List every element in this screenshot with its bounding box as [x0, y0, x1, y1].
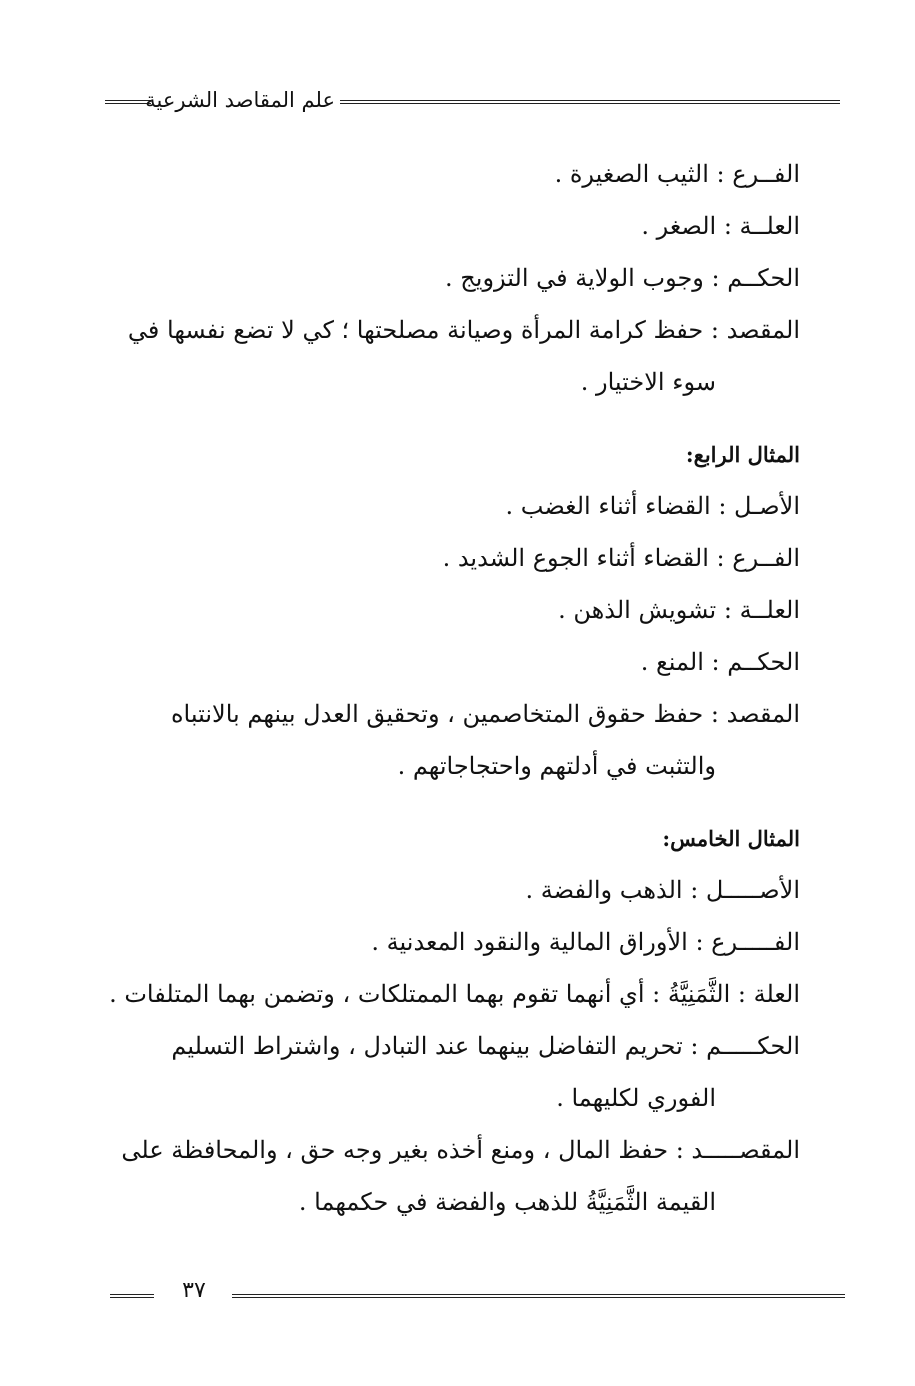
text-line: الحكــم : المنع . — [640, 648, 800, 676]
text-line: المقصد : حفظ كرامة المرأة وصيانة مصلحتها ؛ كي لا تضع نفسها في — [127, 316, 800, 344]
page-number: ٣٧ — [182, 1278, 206, 1303]
text-line-continuation: الفوري لكليهما . — [556, 1084, 716, 1112]
text-line: العلــة : الصغر . — [641, 212, 800, 240]
text-line: المقصـــــد : حفظ المال ، ومنع أخذه بغير وجه حق ، والمحافظة على — [121, 1136, 800, 1164]
header-rule-left — [105, 100, 151, 104]
footer-rule-left — [110, 1294, 154, 1298]
text-line-continuation: سوء الاختيار . — [580, 368, 716, 396]
text-line: الفــرع : الثيب الصغيرة . — [554, 160, 800, 188]
section-heading-example-4: المثال الرابع: — [685, 442, 800, 467]
running-header — [105, 88, 840, 128]
text-line: الفــرع : القضاء أثناء الجوع الشديد . — [442, 544, 800, 572]
text-line: العلة : الثَّمَنِيَّةُ : أي أنهما تقوم بهما الممتلكات ، وتضمن بهما المتلفات . — [109, 980, 800, 1008]
page-body — [105, 148, 800, 1228]
running-header-title: علم المقاصد الشرعية — [145, 88, 335, 112]
section-heading-example-5: المثال الخامس: — [662, 826, 800, 851]
text-line: العلــة : تشويش الذهن . — [558, 596, 800, 624]
text-line: الحكـــــم : تحريم التفاضل بينهما عند التبادل ، واشتراط التسليم — [171, 1032, 800, 1060]
footer-rule-right — [232, 1294, 845, 1298]
text-line: الأصـل : القضاء أثناء الغضب . — [505, 492, 800, 520]
page-footer — [110, 1278, 845, 1314]
text-line-continuation: القيمة الثَّمَنِيَّةُ للذهب والفضة في حكمهما . — [298, 1188, 716, 1216]
text-line: الفـــــرع : الأوراق المالية والنقود المعدنية . — [371, 928, 800, 956]
text-line: الأصـــــل : الذهب والفضة . — [525, 876, 800, 904]
header-rule-right — [340, 100, 840, 104]
text-line: الحكــم : وجوب الولاية في التزويج . — [445, 264, 800, 292]
text-line-continuation: والتثبت في أدلتهم واحتجاجاتهم . — [397, 752, 716, 780]
text-line: المقصد : حفظ حقوق المتخاصمين ، وتحقيق العدل بينهم بالانتباه — [170, 700, 800, 728]
